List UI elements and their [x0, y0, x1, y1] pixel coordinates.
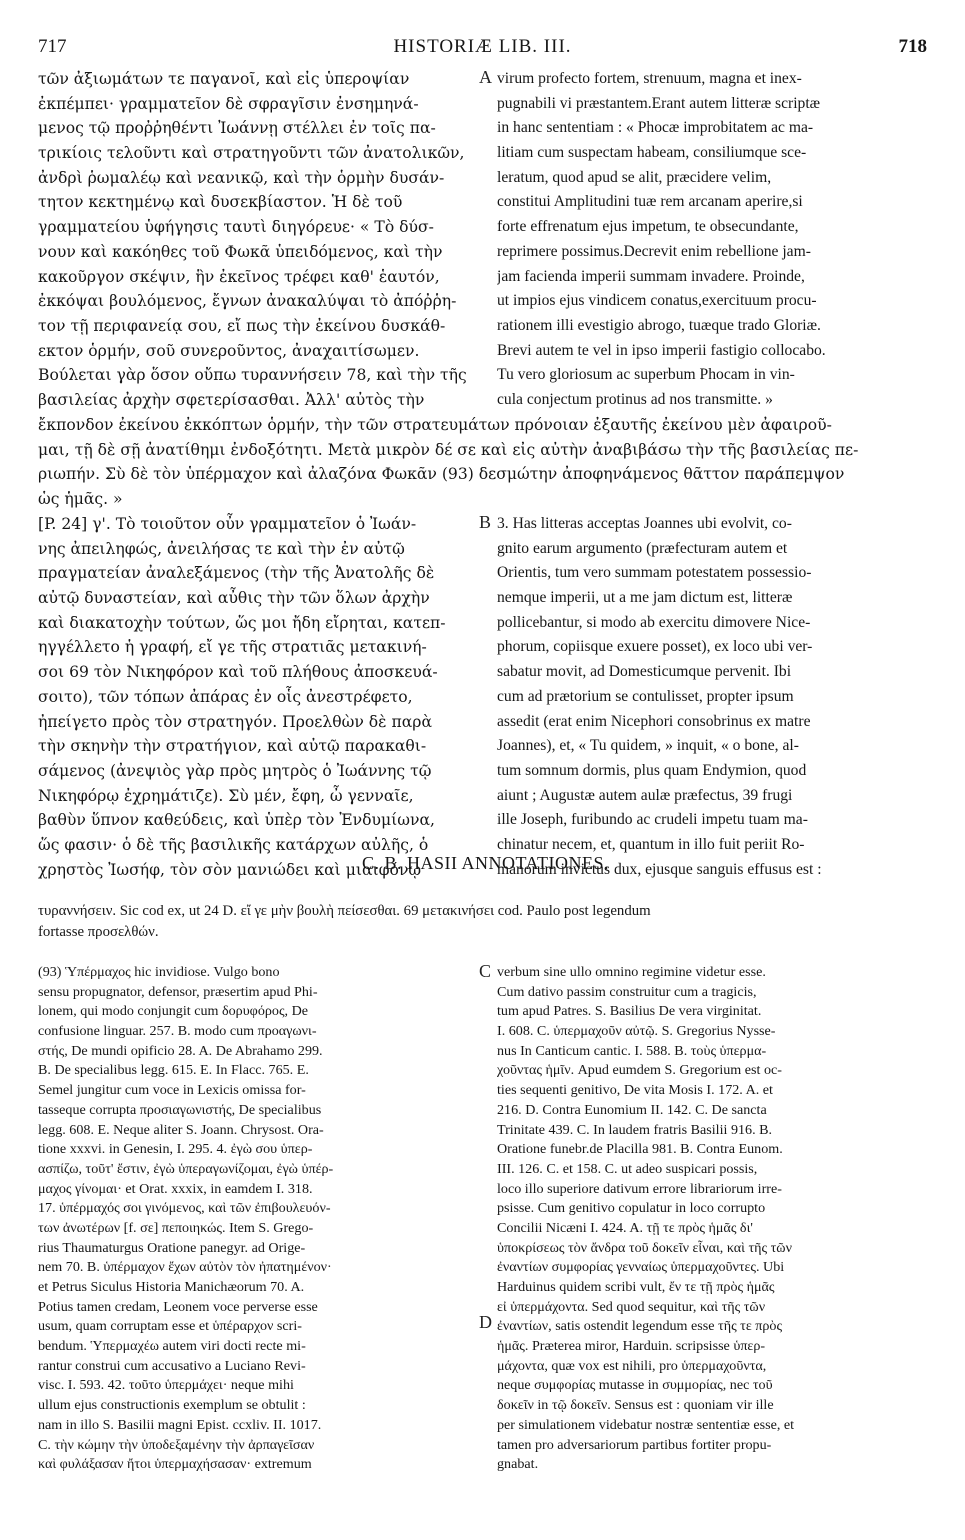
latin-text-line: aiunt ; Augustæ autem aulæ præfectus, 39 frugi — [497, 786, 793, 804]
annotation-line: verbum sine ullo omnino regimine videtur esse. — [497, 964, 766, 980]
greek-text-line: ἠπείγετο πρὸς τὸν στρατηγόν. Προελθὼν δὲ παρὰ — [38, 712, 432, 731]
annotation-line: ασπίζω, τοῦτ' ἔστιν, ἐγὼ ὑπεραγωνίζομαι, ἐγὼ ὑπέρ- — [38, 1160, 334, 1177]
annotation-line: δοκεῖν in τῷ δοκεῖν. Sensus est : quoniam vir ille — [497, 1397, 774, 1414]
greek-text-line: χρηστὸς Ἰωσήφ, τὸν σὸν μανιώδει καὶ μιαιφόνῳ — [38, 860, 422, 879]
latin-text-line: assedit (erat enim Nicephori consobrinus ex matre — [497, 712, 811, 730]
margin-letter-b: B — [479, 512, 492, 532]
annotation-line: 216. D. Contra Eunomium II. 142. C. De sancta — [497, 1101, 767, 1118]
greek-text-line: γραμματείου ὑφήγησις ταυτὶ διηγόρευε· « Τὸ δύσ- — [38, 218, 434, 237]
latin-text-line: Joannes), et, « Tu quidem, » inquit, « o bone, al- — [497, 737, 799, 755]
greek-text-line: τὴν σκηνὴν τὴν στρατήγιον, καὶ αὐτῷ παρακαθι- — [38, 737, 427, 756]
latin-text-line: cula conjectum protinus ad nos transmitte. » — [497, 390, 773, 408]
margin-letter-a: A — [479, 67, 492, 87]
greek-text-line: τρικίοις τελοῦντι καὶ στρατηγοῦντι τῶν ἀνατολικῶν, — [38, 144, 465, 163]
annotation-line: I. 608. C. ὑπερμαχοῦν αὐτῷ. S. Gregorius Nysse- — [497, 1023, 776, 1040]
annotations-left-column — [38, 963, 475, 1475]
annotation-line: Semel jungitur cum voce in Lexicis omissa for- — [38, 1082, 306, 1099]
annotation-line: ἡμᾶς. Præterea miror, Harduin. scripsisse ὑπερ- — [497, 1338, 766, 1355]
annotation-line: visc. I. 593. 42. τοῦτο ὑπερμάχει· neque mihi — [38, 1377, 294, 1394]
greek-text-line: κακοῦργον σκέψιν, ἣν ἐκεῖνος τρέφει καθ' ἑαυτόν, — [38, 267, 440, 286]
annotation-line: nus In Canticum cantic. I. 588. B. τοὺς ὑπερμα- — [497, 1042, 767, 1059]
annotation-line: καὶ φυλάξασαν ἤτοι ὑπερμαχήσασαν· extremum — [38, 1456, 312, 1473]
latin-text-line: gnito earum argumento (præfecturam autem et — [497, 539, 788, 557]
greek-text-line: ἔκπονδον ἐκείνου ἐκκόπτων ὁρμήν, τὴν τῶν στρατευμάτων πρόνοιαν ἐξαυτῆς ἐκείνου μὲν ἀφαιροῦ- — [38, 416, 832, 434]
apparatus-line: τυραννήσειν. Sic cod ex, ut 24 D. εἴ γε μὴν βουλὴ πείσεσθαι. 69 μετακινήσει cod. Paulo post legendum — [38, 903, 651, 919]
annotation-line: sensu propugnator, defensor, præsertim apud Phi- — [38, 983, 318, 1000]
latin-text-line: constitui Amplitudini tuæ rem arcanam aperire,si — [497, 193, 803, 211]
greek-text-line: [P. 24] γ'. Τὸ τοιοῦτον οὖν γραμματεῖον ὁ Ἰωάν- — [38, 515, 417, 533]
annotation-line: tum apud Patres. S. Basilius De vera virginitat. — [497, 1003, 762, 1020]
latin-text-line: pollicebantur, si modo ab exercitu dimovere Nice- — [497, 613, 811, 631]
greek-text-line: πραγματείαν ἀναλεξάμενος (τὴν τῆς Ἀνατολῆς δὲ — [38, 564, 435, 583]
annotation-line: loco illo superiore dativum errore librariorum irre- — [497, 1180, 782, 1197]
annotation-line: ἐναντίων συμφορίας γενναίως ὑπερμαχοῦντες. Ubi — [497, 1259, 785, 1276]
latin-text-middle — [497, 512, 937, 882]
annotation-line: B. De specialibus legg. 615. E. In Flacc. 765. E. — [38, 1062, 309, 1079]
greek-text-line: ριωπήν. Σὺ δὲ τὸν ὑπέρμαχον καὶ ἀλαζόνα Φωκᾶν (93) δεσμώτην ἀποφηνάμενος θᾶττον παράπεμψον — [38, 465, 845, 484]
latin-text-line: jam facienda imperii summam invadere. Proinde, — [497, 267, 805, 285]
annotation-line: tione xxxvi. in Genesin, I. 295. 4. ἐγὼ σου ὑπερ- — [38, 1141, 313, 1158]
latin-text-line: Tu vero gloriosum ac superbum Phocam in vin- — [497, 366, 795, 384]
latin-text-line: forte effrenatum ejus impetum, te obsecundante, — [497, 218, 799, 236]
latin-text-line: 3. Has litteras acceptas Joannes ubi evolvit, co- — [497, 515, 792, 532]
running-header — [38, 36, 927, 60]
annotation-line: μαχος γίνομαι· et Orat. xxxix, in eamdem I. 318. — [38, 1180, 313, 1197]
greek-text-line: νουν καὶ κακόηθες τοῦ Φωκᾶ ὑπειδόμενος, καὶ τὴν — [38, 242, 443, 261]
latin-text-line: virum profecto fortem, strenuum, magna et inex- — [497, 70, 802, 87]
latin-text-line: tum somnum dormis, plus quam Endymion, quod — [497, 761, 807, 779]
annotation-line: Harduinus quidem scribi vult, ἔν τε τῇ πρὸς ἡμᾶς — [497, 1279, 775, 1295]
annotation-line: στής, De mundi opificio 28. A. De Abrahamo 299. — [38, 1042, 323, 1059]
greek-text-top — [38, 67, 478, 413]
annotation-line: rius Thaumaturgus Oratione panegyr. ad Orige- — [38, 1239, 306, 1256]
annotation-line: III. 126. C. et 158. C. ut adeo suspicari possis, — [497, 1160, 758, 1177]
greek-text-line: καὶ διακατοχὴν τούτων, ὥς μοι ἤδη εἴρηται, κατεπ- — [38, 613, 446, 632]
annotation-line: Cum dativo passim construitur cum a tragicis, — [497, 983, 757, 1000]
greek-text-line: ἀνδρὶ ῥωμαλέῳ καὶ νεανικῷ, καὶ τὴν ὁρμὴν δυσάν- — [38, 168, 445, 187]
annotation-line: Trinitate 439. C. In laudem fratris Basilii 916. B. — [497, 1121, 773, 1138]
latin-text-top — [497, 67, 937, 413]
critical-apparatus — [38, 901, 933, 943]
annotation-line: rantur construi cum accusativo a Luciano Revi- — [38, 1357, 306, 1374]
annotation-line: μάχοντα, quæ vox est nihili, pro ὑπερμαχοῦντα, — [497, 1357, 767, 1374]
latin-text-line: ut impios ejus vindicem conatus,exercituum procu- — [497, 292, 817, 310]
annotation-line: εἰ ὑπερμάχοντα. Sed quod sequitur, καὶ τῆς τῶν — [497, 1298, 766, 1315]
annotation-line: των ἀνωτέρων [f. σε] πεποιηκώς. Item S. Grego- — [38, 1219, 314, 1236]
apparatus-line: fortasse προσελθών. — [38, 924, 159, 940]
greek-text-line: ἐκκόψαι βουλόμενος, ἔγνων ἀνακαλύψαι τὸ ἀπόῤῥη- — [38, 292, 457, 311]
greek-text-line: σοι 69 τὸν Νικηφόρον καὶ τοῦ πλήθους ἀποσκευά- — [38, 663, 438, 682]
latin-text-line: reprimere possimus.Decrevit enim rebellione jam- — [497, 242, 811, 260]
latin-text-line: nemque imperii, ut a me jam dictum est, litteræ — [497, 589, 793, 607]
annotation-line: confusione linguar. 257. B. modo cum προαγωνι- — [38, 1023, 317, 1040]
greek-text-line: αὐτῷ δυναστείαν, καὶ αὖθις τὴν τῶν ὅλων ἀρχὴν — [38, 589, 430, 608]
annotation-line: ὑποκρίσεως τὸν ἄνδρα τοῦ δοκεῖν εἶναι, καὶ τῆς τῶν — [497, 1239, 792, 1256]
annotation-line: psisse. Cum genitivo copulatur in loco corrupto — [497, 1200, 766, 1217]
greek-text-line: ἐκπέμπει· γραμματεῖον δὲ σφραγῖσιν ἐνσημηνά- — [38, 94, 419, 113]
latin-text-line: sabatur movit, ad Domesticumque pervenit. Ibi — [497, 663, 792, 681]
latin-text-line: rationem illi evestigio abrogo, tuæque trado Gloriæ. — [497, 316, 821, 334]
greek-text-line: τῶν ἀξιωμάτων τε παγανοῖ, καὶ εἰς ὑπεροψίαν — [38, 70, 410, 88]
annotation-line: neque συμφορίας mutasse in συμμορίας, nec τοῦ — [497, 1377, 773, 1394]
latin-text-line: leratum, quod apud se alit, præcidere velim, — [497, 168, 772, 186]
latin-text-line: in hanc sententiam : « Phocæ improbitatem ac ma- — [497, 119, 814, 137]
greek-text-line: βασιλείας ἀρχὴν σφετερίσασθαι. Ἀλλ' αὐτὸς τὴν — [38, 390, 425, 409]
annotation-line: nem 70. B. ὑπέρμαχον ἔχων αὐτὸν τὸν ἠπατημένον· — [38, 1259, 332, 1276]
margin-letter-c: C — [479, 961, 492, 981]
greek-text-middle — [38, 512, 478, 882]
annotation-line: 17. ὑπέρμαχός σοι γινόμενος, καὶ τῶν ἐπιβουλευόν- — [38, 1200, 331, 1217]
page-number-right: 718 — [898, 36, 927, 57]
latin-text-line: Brevi autem te vel in ipso imperii fastigio collocabo. — [497, 341, 826, 359]
annotation-line: (93) Ὑπέρμαχος hic invidiose. Vulgo bono — [38, 964, 280, 980]
greek-text-line: ηγγέλλετο ἡ γραφή, εἴ γε τῆς στρατιᾶς μετακινή- — [38, 638, 427, 657]
latin-text-line: ille Joseph, furibundo ac crudeli impetu tuam ma- — [497, 811, 808, 829]
latin-text-line: manorum invictus dux, ejusque sanguis effusus est : — [497, 860, 822, 878]
greek-text-line: ὡς ἡμᾶς. » — [38, 490, 123, 509]
annotation-line: Potius tamen credam, Leonem voce perverse esse — [38, 1298, 318, 1315]
annotation-line: tasseque corrupta προσιαγωνιστής, De specialibus — [38, 1101, 322, 1118]
annotation-line: usum, quam corruptam esse et ὑπέραρχον scri- — [38, 1318, 302, 1335]
annotation-line: tamen pro adversariorum partibus fortiter propu- — [497, 1436, 772, 1453]
greek-text-line: Νικηφόρῳ ἐχρημάτιζε). Σὺ μέν, ἔφη, ὦ γενναῖε, — [38, 786, 414, 805]
greek-text-line: νης ἀπειληφώς, ἀνειλήσας τε καὶ τὴν ἐν αὐτῷ — [38, 539, 405, 558]
greek-text-line: τητον κεκτημένῳ καὶ δυσεκβίαστον. Ἡ δὲ τοῦ — [38, 193, 403, 212]
greek-text-line: Βούλεται γὰρ ὅσον οὔπω τυραννήσειν 78, καὶ τὴν τῆς — [38, 366, 467, 385]
annotation-line: gnabat. — [497, 1456, 539, 1473]
greek-text-line: βαθὺν ὕπνον καθεύδεις, καὶ ὑπὲρ τὸν Ἐνδυμίωνα, — [38, 811, 435, 830]
latin-text-line: chinatur necem, et, quantum in illo fuit periit Ro- — [497, 835, 805, 853]
annotation-line: Concilii Nicæni I. 424. A. τῇ τε πρὸς ἡμᾶς δι' — [497, 1219, 753, 1236]
annotation-line: Oratione funebr.de Placilla 981. B. Contra Eunom. — [497, 1141, 783, 1158]
annotation-line: et Petrus Siculus Historia Manichæorum 70. A. — [38, 1279, 305, 1295]
annotation-line: nam in illo S. Basilii magni Epist. ccxliv. II. 1017. — [38, 1416, 322, 1433]
annotations-right-column — [497, 963, 937, 1475]
margin-letter-d: D — [479, 1312, 492, 1332]
greek-text-line: μενος τῷ προῤῥηθέντι Ἰωάννῃ στέλλει ἐν τοῖς πα- — [38, 119, 436, 138]
page-number-left: 717 — [38, 36, 67, 57]
annotation-line: χοῦντας ἡμῖν. Apud eumdem S. Gregorium est oc- — [497, 1062, 782, 1079]
greek-text-line: τον τῇ περιφανείᾳ σου, εἴ πως τὴν ἐκείνου δυσκάθ- — [38, 316, 446, 335]
annotation-line: bendum. Ὑπερμαχέω autem viri docti recte mi- — [38, 1338, 306, 1355]
greek-text-line: εκτον ὁρμήν, σοῦ συνεροῦντος, ἀναχαιτίσωμεν. — [38, 341, 420, 360]
annotation-line: ullum ejus constructionis exemplum se obtulit : — [38, 1397, 306, 1414]
greek-text-line: ὥς φασιν· ὁ δὲ τῆς βασιλικῆς κατάρχων αὐλῆς, ὁ — [38, 835, 429, 854]
greek-text-line: σάμενος (ἀνεψιὸς γὰρ πρὸς μητρὸς ὁ Ἰωάννης τῷ — [38, 761, 432, 780]
latin-text-line: phorum, copiisque exuere posset), ex loco ubi ver- — [497, 638, 813, 656]
annotation-line: per simulationem videbatur nostræ sententiæ esse, et — [497, 1416, 795, 1433]
annotation-line: ἐναντίων, satis ostendit legendum esse τῆς τε πρὸς — [497, 1318, 783, 1335]
latin-text-line: litiam cum suspectam habeam, consiliumque sce- — [497, 144, 807, 162]
section-heading: C. B. HASII ANNOTATIONES. — [361, 853, 610, 873]
greek-text-line: μαι, τῇ δὲ σῇ ἀνατίθημι ἐνδοξότητι. Μετὰ μικρὸν δέ σε καὶ εἰς αὐτὴν ἀναβιβάσω τὴν τῆς βασιλείας πε- — [38, 440, 859, 459]
latin-text-line: pugnabili vi præstantem.Erant autem litteræ scriptæ — [497, 94, 821, 112]
annotation-line: lonem, qui modo conjungit cum δορυφόρος, De — [38, 1003, 309, 1020]
running-title: HISTORIÆ LIB. III. — [393, 36, 572, 57]
greek-text-line: σοιτο), τῶν τόπων ἀπάρας ἐν οἷς ἀνεστρέφετο, — [38, 687, 413, 706]
greek-text-full-width — [38, 413, 933, 512]
latin-text-line: cum ad prætorium se contulisset, propter ipsum — [497, 687, 794, 705]
annotation-line: ties sequenti genitivo, De vita Mosis I. 172. A. et — [497, 1082, 773, 1099]
annotation-line: C. τὴν κώμην τὴν ὑποδεξαμένην τὴν ἀρπαγεῖσαν — [38, 1436, 315, 1453]
latin-text-line: Orientis, tum vero summam potestatem possessio- — [497, 564, 812, 582]
annotation-line: legg. 608. E. Neque aliter S. Joann. Chrysost. Ora- — [38, 1121, 324, 1138]
